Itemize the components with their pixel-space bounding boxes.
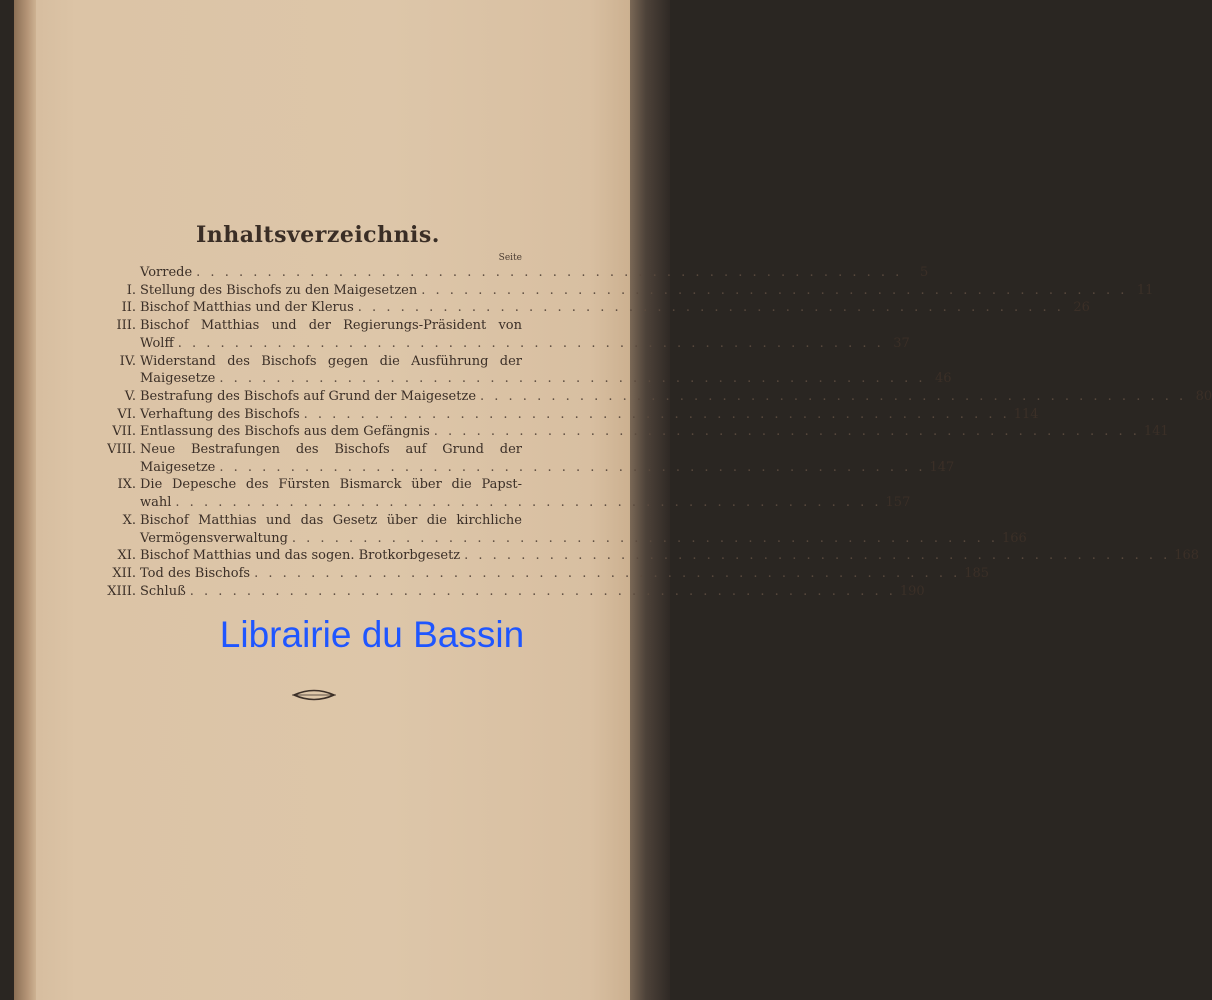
toc-entry: [100, 406, 1039, 424]
chapter-title: Maigesetze: [140, 459, 216, 475]
toc-entry-line: [100, 264, 929, 282]
chapter-title: Widerstand des Bischofs gegen die Ausführung der: [140, 353, 522, 369]
chapter-title: Maigesetze: [140, 371, 216, 387]
dot-leader: [354, 299, 1068, 317]
chapter-title: Wolff: [140, 335, 174, 351]
page-number: 46: [934, 371, 952, 387]
dot-leader: [417, 282, 1131, 300]
toc-entry-line: [100, 353, 522, 371]
toc-entry: [100, 476, 911, 511]
toc-entry: [100, 353, 952, 388]
page-column-header: Seite: [498, 253, 522, 263]
chapter-title: Bischof Matthias und der Klerus: [140, 300, 354, 316]
toc-entry-line: [100, 299, 1090, 317]
chapter-title: Bischof Matthias und das sogen. Brotkorbgesetz: [140, 548, 461, 564]
chapter-number: XIII.: [107, 583, 136, 599]
toc-entry: [100, 512, 1027, 547]
page-number: 185: [964, 565, 990, 581]
chapter-number: II.: [121, 300, 136, 316]
chapter-number: I.: [126, 282, 136, 298]
chapter-number: XII.: [112, 565, 136, 581]
page-number: 80: [1195, 388, 1212, 404]
lens-ornament-icon: [292, 688, 336, 702]
page-number: 11: [1136, 282, 1154, 298]
toc-entry-line: [100, 406, 1039, 424]
dot-leader: [300, 406, 1014, 424]
toc-entry-line: [100, 512, 522, 530]
toc-entry: [100, 547, 1200, 565]
chapter-number: IX.: [117, 477, 136, 493]
chapter-number: XI.: [117, 548, 136, 564]
dot-leader: [171, 494, 885, 512]
toc-entry: [100, 583, 925, 601]
book-spine: [14, 0, 36, 1000]
chapter-title: Bischof Matthias und der Regierungs-Präsident von: [140, 318, 522, 334]
toc-entry-line: [100, 282, 1154, 300]
toc-entry-line: [100, 530, 1027, 548]
watermark-text: Librairie du Bassin: [219, 614, 525, 655]
toc-entry-line: [100, 335, 910, 353]
dot-leader: [215, 370, 929, 388]
page-number: 157: [885, 495, 911, 511]
chapter-title: Die Depesche des Fürsten Bismarck über die Papst-: [140, 477, 522, 493]
table-of-contents: [100, 264, 1212, 600]
dot-leader: [215, 459, 929, 477]
toc-entry: [100, 565, 990, 583]
toc-entry-line: [100, 494, 911, 512]
chapter-title: Stellung des Bischofs zu den Maigesetzen: [140, 282, 418, 298]
toc-entry-line: [100, 459, 955, 477]
chapter-title: Bischof Matthias und das Gesetz über die kirchliche: [140, 512, 522, 528]
toc-entry-line: [100, 547, 1200, 565]
toc-entry: [100, 299, 1090, 317]
chapter-title: Schluß: [140, 583, 186, 599]
chapter-title: Tod des Bischofs: [140, 565, 251, 581]
dot-leader: [174, 335, 888, 353]
toc-entry-line: [100, 317, 522, 335]
dot-leader: [460, 547, 1174, 565]
chapter-title: Neue Bestrafungen des Bischofs auf Grund der: [140, 442, 522, 458]
toc-entry-line: [100, 583, 925, 601]
dot-leader: [186, 583, 900, 601]
dot-leader: [192, 264, 906, 282]
toc-entry: [100, 441, 955, 476]
chapter-title: Verhaftung des Bischofs: [140, 406, 300, 422]
chapter-title: wahl: [140, 495, 172, 511]
dot-leader: [430, 423, 1144, 441]
toc-entry-line: [100, 565, 990, 583]
toc-entry: [100, 388, 1212, 406]
dot-leader: [288, 530, 1002, 548]
chapter-number: VIII.: [107, 442, 136, 458]
page-number: 114: [1013, 406, 1039, 422]
toc-entry-line: [100, 441, 522, 459]
page-number: 5: [920, 265, 929, 280]
chapter-number: IV.: [119, 353, 136, 369]
page-number: 168: [1174, 548, 1200, 564]
page-number: 166: [1002, 530, 1027, 546]
toc-entry: [100, 317, 910, 352]
dot-leader: [250, 565, 964, 583]
toc-entry-line: [100, 476, 522, 494]
chapter-number: III.: [116, 318, 136, 334]
toc-title: Inhaltsverzeichnis.: [196, 222, 440, 248]
page-number: 26: [1073, 300, 1090, 316]
toc-entry-line: [100, 388, 1212, 406]
chapter-number: X.: [122, 512, 136, 528]
chapter-number: VI.: [117, 406, 136, 422]
chapter-title: Vorrede: [140, 265, 193, 280]
page-number: 141: [1143, 424, 1169, 440]
chapter-number: VII.: [112, 424, 136, 440]
chapter-title: Entlassung des Bischofs aus dem Gefängnis: [140, 424, 430, 440]
dot-leader: [476, 388, 1190, 406]
page-number: 37: [893, 335, 910, 351]
chapter-title: Bestrafung des Bischofs auf Grund der Maigesetze: [140, 388, 477, 404]
toc-entry: [100, 282, 1154, 300]
page-number: 147: [929, 459, 955, 475]
chapter-number: V.: [124, 388, 136, 404]
toc-entry: [100, 264, 929, 282]
toc-entry: [100, 423, 1169, 441]
toc-entry-line: [100, 423, 1169, 441]
page-number: 190: [899, 583, 925, 599]
toc-entry-line: [100, 370, 952, 388]
chapter-title: Vermögensverwaltung: [140, 530, 288, 546]
